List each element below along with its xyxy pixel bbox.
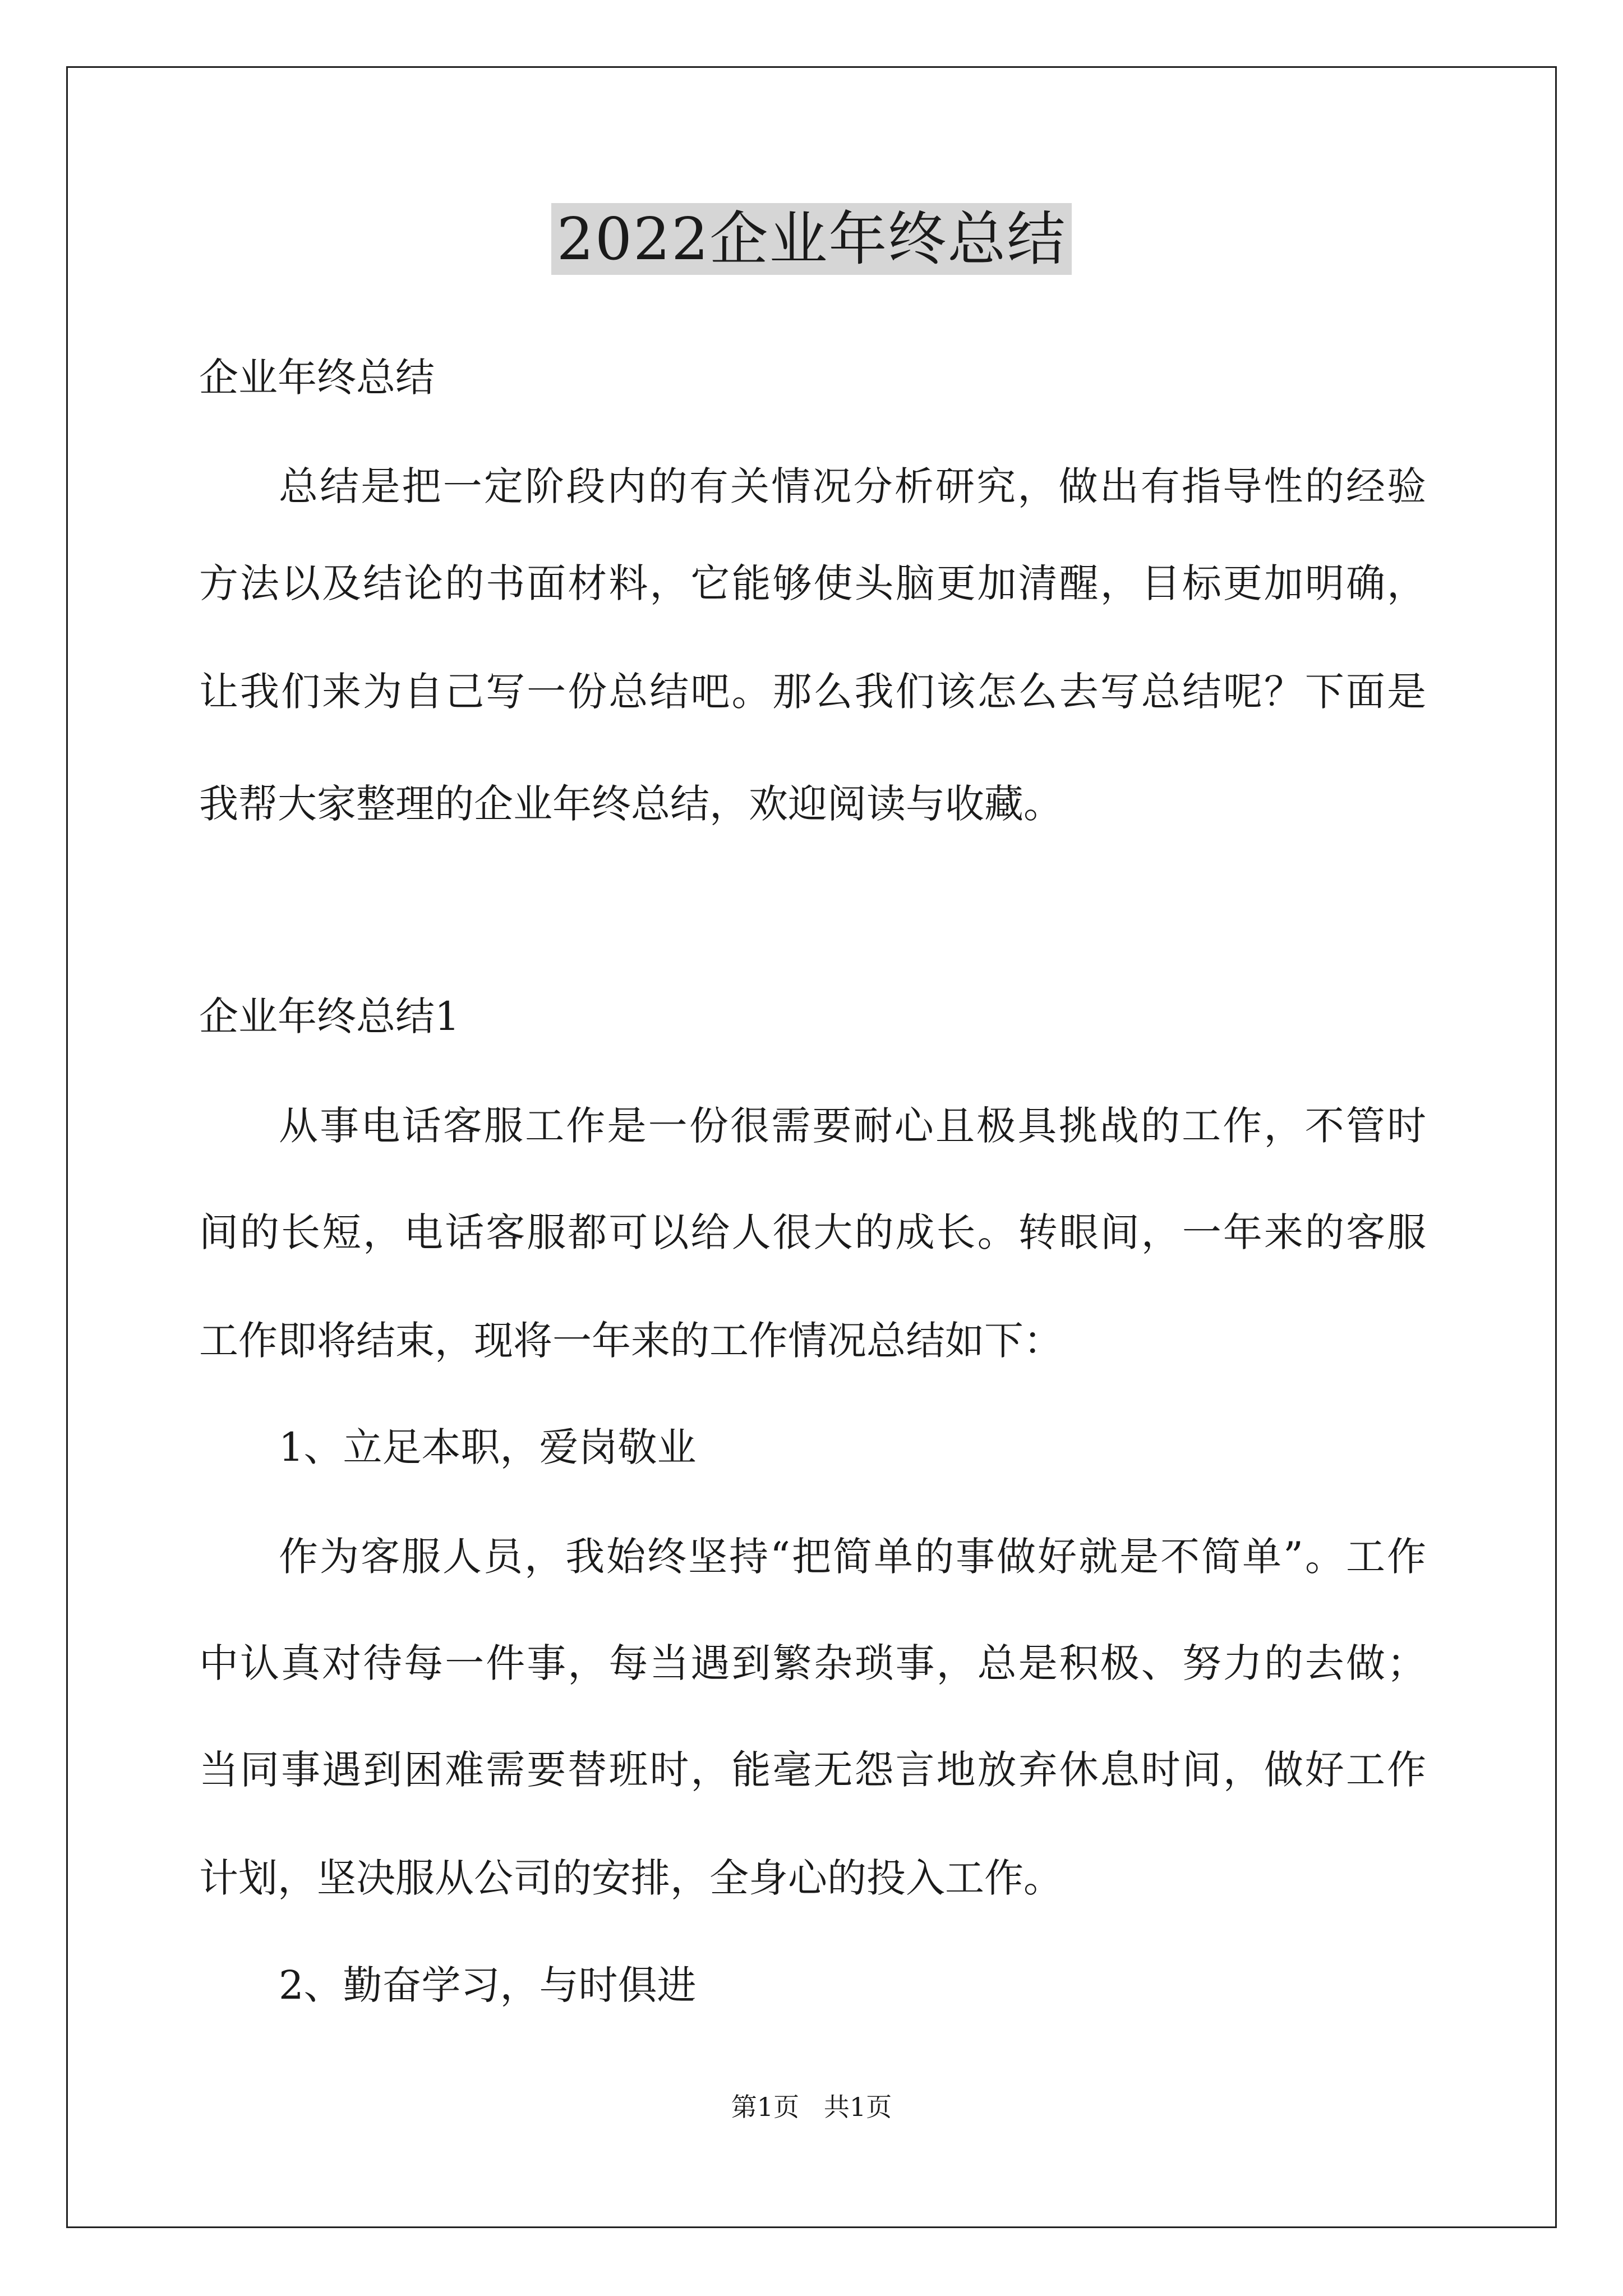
document-title: 2022企业年终总结 [551,203,1072,275]
title-container [0,203,1623,275]
intro-line-1: 总结是把一定阶段内的有关情况分析研究，做出有指导性的经验 [279,463,1426,509]
section-1-para-line-3: 工作即将结束，现将一年来的工作情况总结如下： [199,1318,1063,1364]
section-1-heading: 企业年终总结1 [199,993,460,1039]
page-footer: 第1页 共1页 [731,2092,892,2122]
item-2-heading: 2、勤奋学习，与时俱进 [279,1962,697,2008]
item-1-heading: 1、立足本职，爱岗敬业 [279,1424,697,1470]
item-1-line-4: 计划，坚决服从公司的安排，全身心的投入工作。 [199,1855,1063,1901]
intro-line-2: 方法以及结论的书面材料，它能够使头脑更加清醒，目标更加明确， [199,560,1426,606]
section-1-para-line-2: 间的长短，电话客服都可以给人很大的成长。转眼间，一年来的客服 [199,1209,1426,1255]
item-1-line-1: 作为客服人员，我始终坚持“把简单的事做好就是不简单”。工作 [279,1534,1426,1580]
section-1-para-line-1: 从事电话客服工作是一份很需要耐心且极具挑战的工作，不管时 [279,1103,1426,1149]
intro-line-4: 我帮大家整理的企业年终总结，欢迎阅读与收藏。 [199,781,1063,827]
item-1-line-2: 中认真对待每一件事，每当遇到繁杂琐事，总是积极、努力的去做； [199,1640,1426,1686]
item-1-line-3: 当同事遇到困难需要替班时，能毫无怨言地放弃休息时间，做好工作 [199,1747,1426,1793]
document-subtitle: 企业年终总结 [199,355,435,401]
intro-line-3: 让我们来为自己写一份总结吧。那么我们该怎么去写总结呢？下面是 [199,669,1426,715]
